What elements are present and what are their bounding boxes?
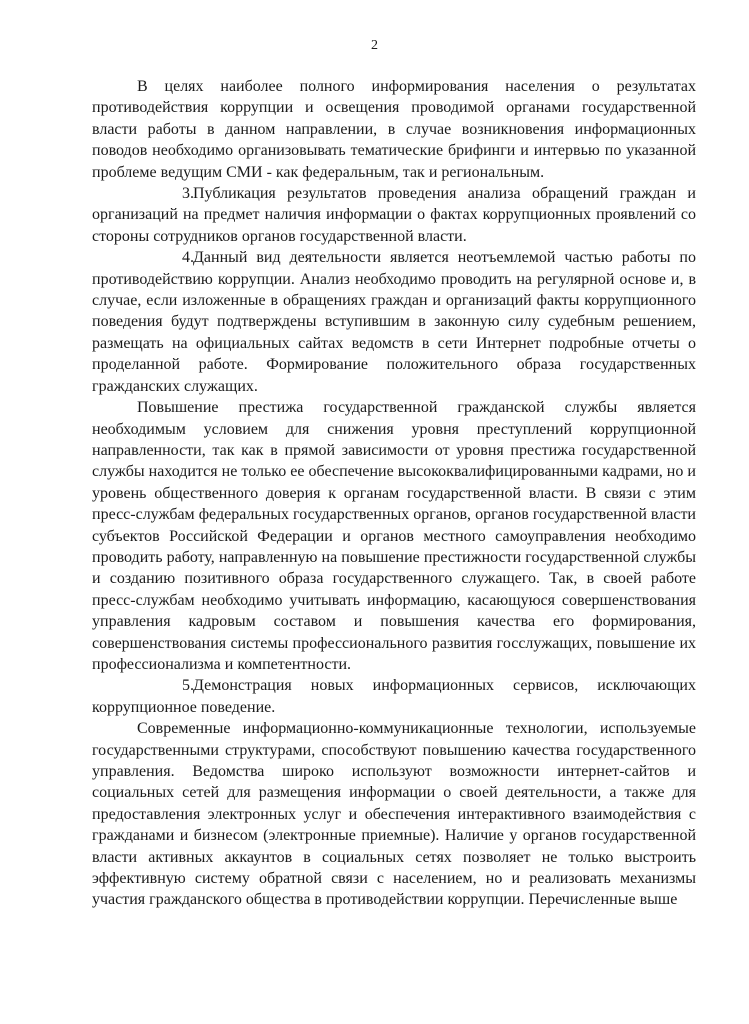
item-number: 4. [182, 249, 194, 267]
paragraph-item-4 [92, 247, 696, 397]
item-text: Данный вид деятельности является неотъемлемой частью работы по противодействию коррупции. Анализ необходимо проводить на регулярной основе и, в случае, если изложенные в обращениях граждан и организаций факты коррупционного поведения будут подтверждены вступившим в законную силу судебным решением, размещать на официальных сайтах ведомств в сети Интернет подробные отчеты о проделанной работе. Формирование положительного образа государственных гражданских служащих. [92, 249, 696, 395]
page-number: 2 [371, 38, 378, 53]
paragraph-item-3 [92, 183, 696, 247]
paragraph-civil-service-prestige: Повышение престижа государственной гражданской службы является необходимым условием для снижения уровня преступлений коррупционной направленности, так как в прямой зависимости от уровня престижа государственной службы находится не только ее обеспечение высококвалифицированными кадрами, но и уровень общественного доверия к органам государственной власти. В связи с этим пресс-службам федеральных государственных органов, органов государственной власти субъектов Российской Федерации и органов местного самоуправления необходимо проводить работу, направленную на повышение престижности государственной службы и созданию позитивного образа государственного служащего. Так, в своей работе пресс-службам необходимо учитывать информацию, касающуюся совершенствования управления кадровым составом и повышения качества его формирования, совершенствования системы профессионального развития госслужащих, повышение их профессионализма и компетентности. [92, 399, 696, 673]
paragraph-item-5 [92, 675, 696, 718]
paragraph-ict-technologies: Современные информационно-коммуникационные технологии, используемые государственными структурами, способствуют повышению качества государственного управления. Ведомства широко используют возможности интернет-сайтов и социальных сетей для размещения информации о своей деятельности, а также для предоставления электронных услуг и обеспечения интерактивного взаимодействия с гражданами и бизнесом (электронные приемные). Наличие у органов государственной власти активных аккаунтов в социальных сетях позволяет не только выстроить эффективную систему обратной связи с населением, но и реализовать механизмы участия гражданского общества в противодействии коррупции. Перечисленные выше [92, 720, 696, 909]
paragraph-media-briefings: В целях наиболее полного информирования населения о результатах противодействия коррупции и освещения проводимой органами государственной власти работы в данном направлении, в случае возникновения информационных поводов необходимо организовывать тематические брифинги и интервью по указанной проблеме ведущим СМИ - как федеральным, так и региональным. [92, 78, 696, 181]
item-text: Публикация результатов проведения анализа обращений граждан и организаций на предмет наличия информации о фактах коррупционных проявлений со стороны сотрудников органов государственной власти. [92, 185, 696, 245]
document-body [92, 76, 696, 911]
item-text: Демонстрация новых информационных сервисов, исключающих коррупционное поведение. [92, 677, 696, 716]
item-number: 5. [182, 677, 194, 695]
item-number: 3. [182, 185, 194, 203]
